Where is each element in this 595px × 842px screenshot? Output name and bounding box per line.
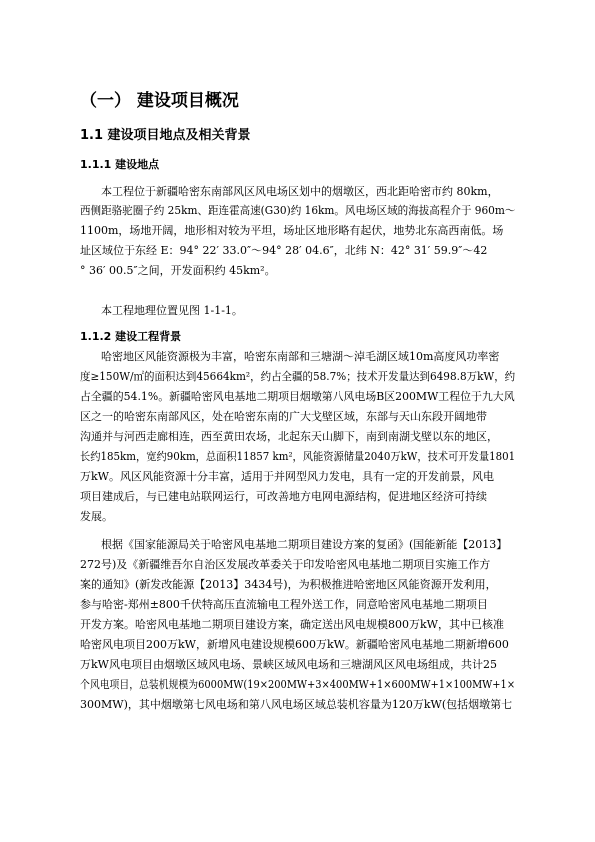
paragraph-line: 272号)及《新疆维吾尔自治区发展改革委关于印发哈密风电基地二期项目实施工作方 xyxy=(80,558,491,571)
paragraph-line: 万kW风电项目由烟墩区域风电场、景峡区域风电场和三塘湖风区风电场组成，共计25 xyxy=(80,658,497,671)
paragraph-line: 度≥150W/㎡的面积达到45664km²，约占全疆的58.7%；技术开发量达到6498.8万kW，约 xyxy=(80,370,516,383)
paragraph-line: 项目建成后，与已建电站联网运行，可改善地方电网电源结构，促进地区经济可持续 xyxy=(80,490,487,503)
paragraph-line: 区之一的哈密东南部风区，处在哈密东南的广大戈壁区域，东部与天山东段开阔地带 xyxy=(80,410,487,423)
paragraph-line: 址区域位于东经 E：94° 22′ 33.0″～94° 28′ 04.6″，北纬 N：42° 31′ 59.9″～42 xyxy=(80,244,488,257)
subsection-heading: 1.1 建设项目地点及相关背景 xyxy=(80,128,251,143)
paragraph-line: 开发方案。哈密风电基地二期项目建设方案，确定送出风电规模800万kW，其中已核准 xyxy=(80,618,504,631)
section-heading: （一） 建设项目概况 xyxy=(80,91,239,111)
paragraph-line: 占全疆的54.1%。新疆哈密风电基地二期项目烟墩第八风电场B区200MW工程位于九大风 xyxy=(80,390,515,403)
paragraph-line: 参与哈密-郑州±800千伏特高压直流输电工程外送工作，同意哈密风电基地二期项目 xyxy=(80,598,488,611)
paragraph-line: 案的通知》(新发改能源【2013】3434号)，为积极推进哈密地区风能资源开发利用， xyxy=(80,578,497,591)
site-heading: 1.1.1 建设地点 xyxy=(80,158,160,171)
paragraph-line: 1100m，场地开阔，地形相对较为平坦，场址区地形略有起伏，地势北东高西南低。场 xyxy=(80,224,504,237)
paragraph-line: 哈密地区风能资源极为丰富，哈密东南部和三塘湖～淖毛湖区域10m高度风功率密 xyxy=(101,350,500,363)
background-heading: 1.1.2 建设工程背景 xyxy=(80,330,182,343)
paragraph-line: ° 36′ 00.5″之间，开发面积约 45km²。 xyxy=(80,264,276,277)
paragraph-line: 个风电项目，总装机规模为6000MW(19×200MW+3×400MW+1×600MW+1×100MW+1× xyxy=(80,678,516,691)
paragraph-line: 长约185km，宽约90km，总面积11857 km²，风能资源储量2040万kW，技术可开发量1801 xyxy=(80,450,516,463)
paragraph-line: 西侧距骆驼圈子约 25km、距连霍高速(G30)约 16km。风电场区域的海拔高程介于 960m～ xyxy=(80,204,516,217)
paragraph-line: 本工程地理位置见图 1-1-1。 xyxy=(101,304,243,317)
paragraph-line: 本工程位于新疆哈密东南部风区风电场区划中的烟墩区，西北距哈密市约 80km， xyxy=(101,185,499,198)
paragraph-line: 沟通并与河西走廊相连，西至黄田农场，北起东天山脚下，南到南湖戈壁以东的地区， xyxy=(80,430,498,443)
paragraph-line: 哈密风电项目200万kW，新增风电建设规模600万kW。新疆哈密风电基地二期新增600 xyxy=(80,638,509,651)
paragraph-line: 万kW。风区风能资源十分丰富，适用于并网型风力发电，具有一定的开发前景，风电 xyxy=(80,470,494,483)
paragraph-line: 300MW)，其中烟墩第七风电场和第八风电场区域总装机容量为120万kW(包括烟墩第七 xyxy=(80,698,513,711)
paragraph-line: 根据《国家能源局关于哈密风电基地二期项目建设方案的复函》(国能新能【2013】 xyxy=(101,538,508,551)
paragraph-line: 发展。 xyxy=(80,510,113,523)
